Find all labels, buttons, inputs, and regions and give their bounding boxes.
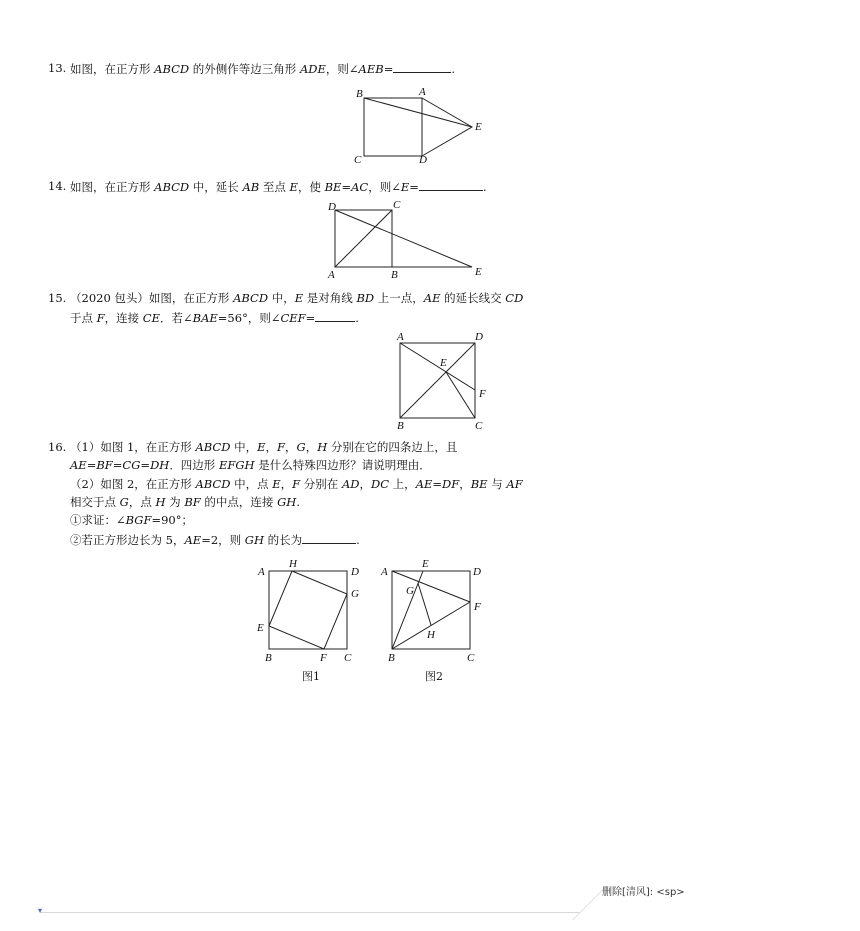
q14-var: BE <box>324 180 342 194</box>
q15-label-b: B <box>397 420 404 432</box>
q16-text-part: =2，则 <box>201 533 245 547</box>
q16-var: BE <box>470 477 488 491</box>
fig2-label-h: H <box>427 629 435 641</box>
q13-text-part: 的外侧作等边三角形 <box>189 62 300 76</box>
fig2-label-c: C <box>467 652 475 664</box>
q14-figure <box>320 198 490 280</box>
q14-var: AC <box>351 180 369 194</box>
q16-var: CG <box>122 458 141 472</box>
q13-var: ABCD <box>154 62 190 76</box>
q13-var: ADE <box>299 62 326 76</box>
q16-var: AD <box>341 477 360 491</box>
q16-var: H <box>317 440 328 454</box>
q16-text-part: ．四边形 <box>169 458 219 472</box>
q13-label-a: A <box>419 86 426 98</box>
q15-label-f: F <box>479 388 486 400</box>
q16-text-part: （1）如图 1，在正方形 <box>70 440 196 454</box>
q16-text-part: ， <box>265 440 278 454</box>
fig2-segment-bf <box>392 602 470 649</box>
q16-var: BGF <box>125 513 152 527</box>
fig1-label-f: F <box>320 652 327 664</box>
q16-var: GH <box>277 495 297 509</box>
q14-number: 14. <box>48 179 67 193</box>
q16-text-line1 <box>70 440 457 454</box>
q14-text-part: ，使 <box>297 180 325 194</box>
q16-var: H <box>155 495 166 509</box>
q13-text-part: . <box>451 62 455 76</box>
q16-text-part: ②若正方形边长为 5， <box>70 533 185 547</box>
q16-text-part: 与 <box>487 477 507 491</box>
q13-label-d: D <box>419 154 427 166</box>
q14-text-part: . <box>482 180 487 194</box>
q16-text-part: ， <box>305 440 318 454</box>
fig2-segment-gh <box>418 583 431 625</box>
q15-text-line1 <box>70 291 523 305</box>
q16-text-part: = <box>432 477 443 491</box>
q16-text-part: = <box>86 458 97 472</box>
q16-answer-blank <box>302 532 356 544</box>
fig2-segment-be <box>392 571 423 649</box>
q15-var: ABCD <box>233 291 269 305</box>
q16-text-part: 的中点，连接 <box>200 495 278 509</box>
q16-var: EFGH <box>218 458 255 472</box>
q16-text-part: 的长为 <box>264 533 303 547</box>
q16-var: GH <box>244 533 265 547</box>
q15-text-part: ，连接 <box>104 311 143 325</box>
q16-text-part: 相交于点 <box>70 495 120 509</box>
q15-text-part: =56°，则∠ <box>217 311 281 325</box>
q15-var: F <box>96 311 105 325</box>
q16-text-part: . <box>296 495 300 509</box>
q13-text-part: 如图，在正方形 <box>70 62 155 76</box>
q16-text-part: 分别在它的四条边上，且 <box>327 440 458 454</box>
q16-var: DH <box>150 458 170 472</box>
q16-text-part: ①求证：∠ <box>70 513 126 527</box>
q16-figure-1 <box>252 556 362 666</box>
q14-segment-de <box>335 210 472 267</box>
q15-text-part: （2020 包头）如图，在正方形 <box>70 291 234 305</box>
fig1-square <box>269 571 347 649</box>
q16-text-part: ， <box>285 440 297 454</box>
q14-var: ABCD <box>154 180 190 194</box>
q15-text-part: 的延长线交 <box>440 291 506 305</box>
q16-text-part: ， <box>280 477 293 491</box>
q13-text-part: = <box>383 62 394 76</box>
q16-text-part: （2）如图 2，在正方形 <box>70 477 196 491</box>
q16-var: AE <box>70 458 87 472</box>
fig2-label-d: D <box>473 566 481 578</box>
q16-number: 16. <box>48 440 67 454</box>
q15-var: CEF <box>280 311 306 325</box>
q16-var: ABCD <box>195 440 231 454</box>
q16-var: E <box>257 440 266 454</box>
fig2-label-a: A <box>381 566 388 578</box>
q14-text-part: 中，延长 <box>189 180 243 194</box>
q13-answer-blank <box>393 61 451 73</box>
q13-label-e: E <box>475 121 482 133</box>
fig1-quadrilateral-efgh <box>269 571 347 649</box>
q16-text-part: 中，点 <box>230 477 273 491</box>
q14-text-part: ，则∠ <box>368 180 401 194</box>
q16-text-part: 中， <box>230 440 258 454</box>
q15-var: CE <box>142 311 160 325</box>
q16-var: ABCD <box>195 477 231 491</box>
q14-label-e: E <box>475 266 482 278</box>
q14-label-a: A <box>328 269 335 281</box>
q15-diagonal-bd <box>400 343 475 418</box>
q16-var: AF <box>506 477 523 491</box>
q15-label-d: D <box>475 331 483 343</box>
fig2-caption: 图2 <box>425 670 443 683</box>
q15-var: BD <box>356 291 375 305</box>
fig1-label-c: C <box>344 652 352 664</box>
q16-var: DF <box>442 477 460 491</box>
q15-segment-ce <box>446 372 475 418</box>
q16-var: F <box>292 477 301 491</box>
q14-answer-blank <box>419 179 483 191</box>
q15-text-part: 于点 <box>70 311 97 325</box>
q14-var: E <box>289 180 298 194</box>
q16-var: E <box>272 477 281 491</box>
q13-text <box>70 61 455 76</box>
q14-diagonal-ac <box>335 210 392 267</box>
fig2-label-e: E <box>422 558 429 570</box>
q13-label-b: B <box>356 88 363 100</box>
q14-text-part: = <box>409 180 419 194</box>
fig2-label-g: G <box>406 585 414 597</box>
q14-text-part: 至点 <box>259 180 290 194</box>
q15-text-part: = <box>305 311 316 325</box>
q13-text-part: ，则∠ <box>325 62 359 76</box>
q15-text-part: ．若∠ <box>160 311 193 325</box>
fig1-label-b: B <box>265 652 272 664</box>
q16-var: DC <box>371 477 390 491</box>
review-comment-balloon[interactable]: 删除[清风]: <sp> <box>602 887 685 898</box>
q16-var: AE <box>415 477 433 491</box>
q15-var: BAE <box>192 311 218 325</box>
q13-figure <box>350 85 490 167</box>
q16-figure-2 <box>376 556 488 666</box>
q13-var: AEB <box>358 62 384 76</box>
fig1-label-h: H <box>289 558 297 570</box>
q16-text-part: 分别在 <box>300 477 342 491</box>
q15-text-part: 是对角线 <box>303 291 357 305</box>
q15-figure <box>390 328 500 432</box>
q16-var: AE <box>184 533 202 547</box>
q15-var: E <box>294 291 304 305</box>
fig1-label-a: A <box>258 566 265 578</box>
fig1-label-e: E <box>257 622 264 634</box>
q13-triangle <box>422 98 472 156</box>
fig1-caption: 图1 <box>302 670 320 683</box>
q15-var: AE <box>423 291 441 305</box>
q16-text-part: ，点 <box>128 495 156 509</box>
q14-label-c: C <box>393 199 401 211</box>
q16-text-line2 <box>70 458 431 472</box>
q15-text-part: 中， <box>268 291 295 305</box>
q16-text-part: = <box>112 458 123 472</box>
q13-label-c: C <box>354 154 362 166</box>
q14-text-part: 如图，在正方形 <box>70 180 155 194</box>
q16-var: F <box>277 440 285 454</box>
q16-text-part: 上， <box>389 477 416 491</box>
q16-text-part: ， <box>459 477 471 491</box>
q15-label-e: E <box>440 357 447 369</box>
q16-text-part: ， <box>359 477 371 491</box>
q15-answer-blank <box>315 310 355 322</box>
fig2-label-b: B <box>388 652 395 664</box>
q15-text-part: 上一点， <box>374 291 424 305</box>
q14-var: AB <box>242 180 260 194</box>
q14-text <box>70 179 487 194</box>
q16-text-line6 <box>70 532 360 547</box>
q16-text-part: 为 <box>165 495 185 509</box>
q14-text-part: = <box>341 180 352 194</box>
q16-var: G <box>296 440 306 454</box>
q16-text-line4 <box>70 495 300 509</box>
fig1-label-d: D <box>351 566 359 578</box>
q16-var: BF <box>184 495 201 509</box>
q16-var: G <box>119 495 129 509</box>
q13-segment-be <box>364 98 472 127</box>
q15-segment-af <box>400 343 475 390</box>
q14-label-b: B <box>391 269 398 281</box>
q13-number: 13. <box>48 61 67 75</box>
q14-var: E <box>400 180 410 194</box>
q15-label-a: A <box>397 331 404 343</box>
q16-text-part: =90°； <box>151 513 194 527</box>
fig1-label-g: G <box>351 588 359 600</box>
q15-text-line2 <box>70 310 359 325</box>
q15-number: 15. <box>48 291 67 305</box>
q16-text-part: . <box>356 533 360 547</box>
q15-label-c: C <box>475 420 483 432</box>
margin-marker-icon: ▾ <box>38 906 43 915</box>
q16-var: BF <box>96 458 113 472</box>
q16-text-line3 <box>70 477 523 491</box>
fig2-segment-af <box>392 571 470 602</box>
q16-text-line5 <box>70 513 193 527</box>
q15-var: CD <box>505 291 524 305</box>
fig2-label-f: F <box>474 601 481 613</box>
q15-text-part: . <box>355 311 359 325</box>
page-bottom-edge <box>40 912 580 913</box>
q14-label-d: D <box>328 201 336 213</box>
q16-text-part: 是什么特殊四边形？请说明理由． <box>254 458 431 472</box>
q13-square <box>364 98 422 156</box>
q16-text-part: = <box>140 458 151 472</box>
